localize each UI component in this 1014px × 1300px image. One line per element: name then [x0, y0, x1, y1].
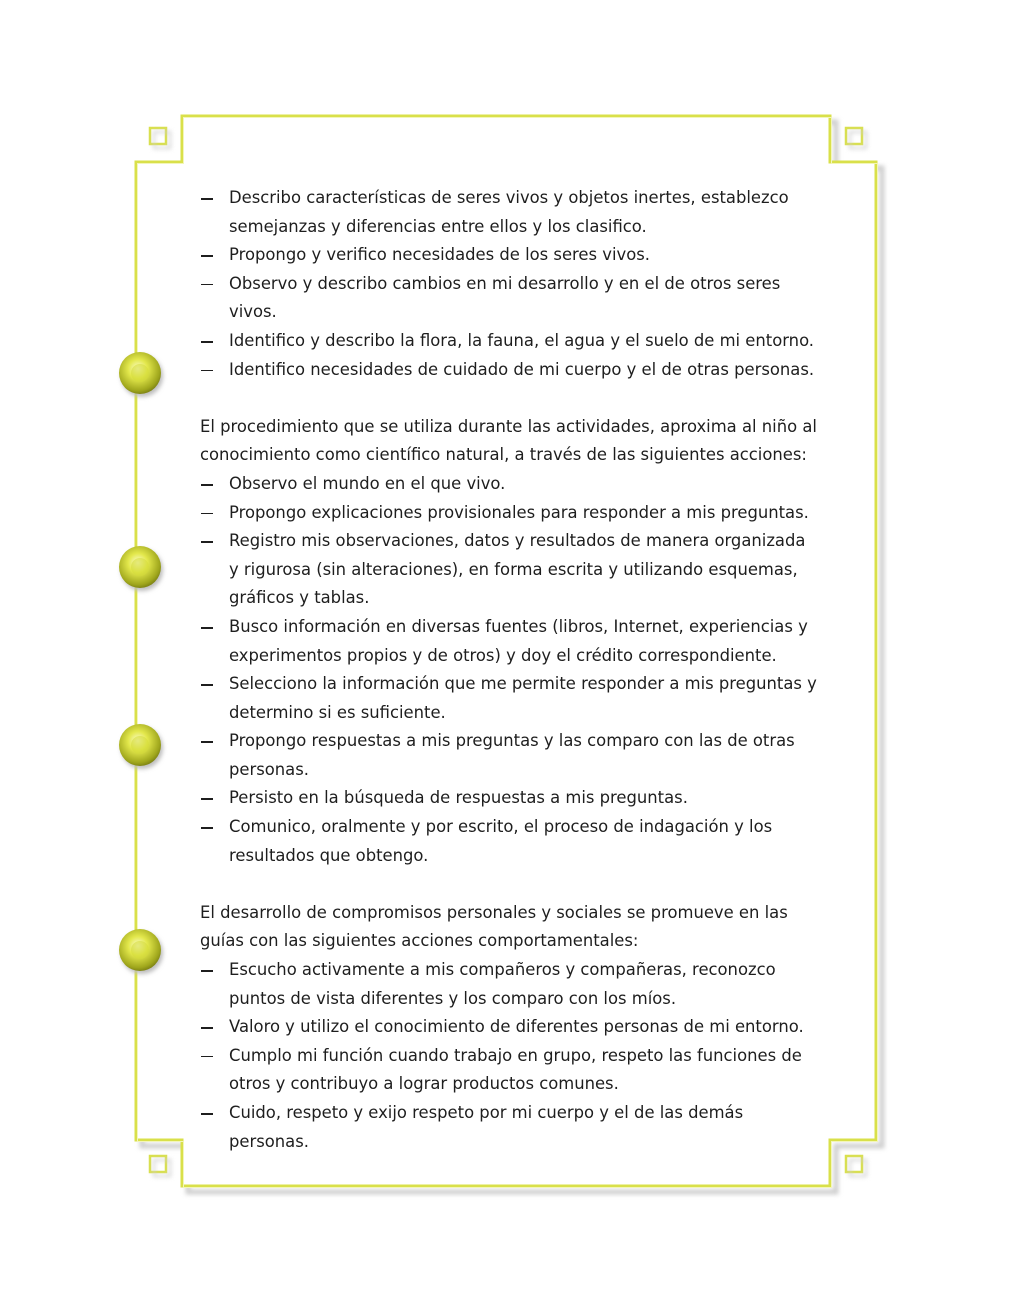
list-item: [200, 356, 820, 385]
section-intro: El procedimiento que se utiliza durante las actividades, aproxima al niño al conocimiento como científico natural, a través de las siguientes acciones:: [200, 416, 817, 465]
page-content: [200, 184, 820, 1156]
list-item: [200, 470, 820, 499]
list-item: [200, 270, 820, 327]
list-item-text: Identifico necesidades de cuidado de mi cuerpo y el de otras personas.: [229, 359, 815, 379]
list-item-text: Cumplo mi función cuando trabajo en grupo, respeto las funciones de otros y contribuyo a lograr productos comunes.: [229, 1045, 802, 1094]
list-item-text: Propongo y verifico necesidades de los seres vivos.: [229, 245, 650, 265]
bullet-list: [200, 470, 820, 870]
list-item: [200, 813, 820, 870]
list-item-text: Propongo explicaciones provisionales para responder a mis preguntas.: [229, 502, 809, 522]
list-item-text: Registro mis observaciones, datos y resultados de manera organizada y rigurosa (sin alteraciones), en forma escrita y utilizando esquemas, gráficos y tablas.: [229, 531, 806, 608]
list-item: [200, 499, 820, 528]
list-item-text: Comunico, oralmente y por escrito, el proceso de indagación y los resultados que obtengo.: [229, 817, 773, 865]
list-item: [200, 727, 820, 784]
list-item: [200, 1099, 820, 1156]
list-item-text: Observo y describo cambios en mi desarrollo y en el de otros seres vivos.: [229, 273, 781, 322]
bullet-list: [200, 184, 820, 384]
list-item-text: Identifico y describo la flora, la fauna, el agua y el suelo de mi entorno.: [229, 330, 815, 350]
list-item: [200, 784, 820, 813]
list-item: [200, 613, 820, 670]
list-item-text: Describo características de seres vivos y objetos inertes, establezco semejanzas y diferencias entre ellos y los clasifico.: [229, 188, 789, 236]
list-item: [200, 1042, 820, 1099]
list-item-text: Selecciono la información que me permite responder a mis preguntas y determino si es suficiente.: [229, 674, 817, 722]
list-item: [200, 670, 820, 727]
list-item-text: Observo el mundo en el que vivo.: [229, 473, 506, 493]
list-item-text: Escucho activamente a mis compañeros y compañeras, reconozco puntos de vista diferentes y los comparo con los míos.: [229, 960, 776, 1008]
bullet-list: [200, 956, 820, 1156]
list-item: [200, 1013, 820, 1042]
list-item: [200, 327, 820, 356]
list-item-text: Persisto en la búsqueda de respuestas a mis preguntas.: [229, 788, 688, 808]
list-item: [200, 184, 820, 241]
list-item-text: Propongo respuestas a mis preguntas y las comparo con las de otras personas.: [229, 731, 795, 779]
list-item: [200, 241, 820, 270]
list-item: [200, 956, 820, 1013]
list-item: [200, 527, 820, 613]
list-item-text: Cuido, respeto y exijo respeto por mi cuerpo y el de las demás personas.: [229, 1103, 744, 1151]
list-item-text: Valoro y utilizo el conocimiento de diferentes personas de mi entorno.: [229, 1017, 804, 1037]
section-intro: El desarrollo de compromisos personales y sociales se promueve en las guías con las siguientes acciones comportamentales:: [200, 902, 788, 951]
list-item-text: Busco información en diversas fuentes (libros, Internet, experiencias y experimentos propios y de otros) y doy el crédito correspondiente.: [229, 616, 808, 665]
